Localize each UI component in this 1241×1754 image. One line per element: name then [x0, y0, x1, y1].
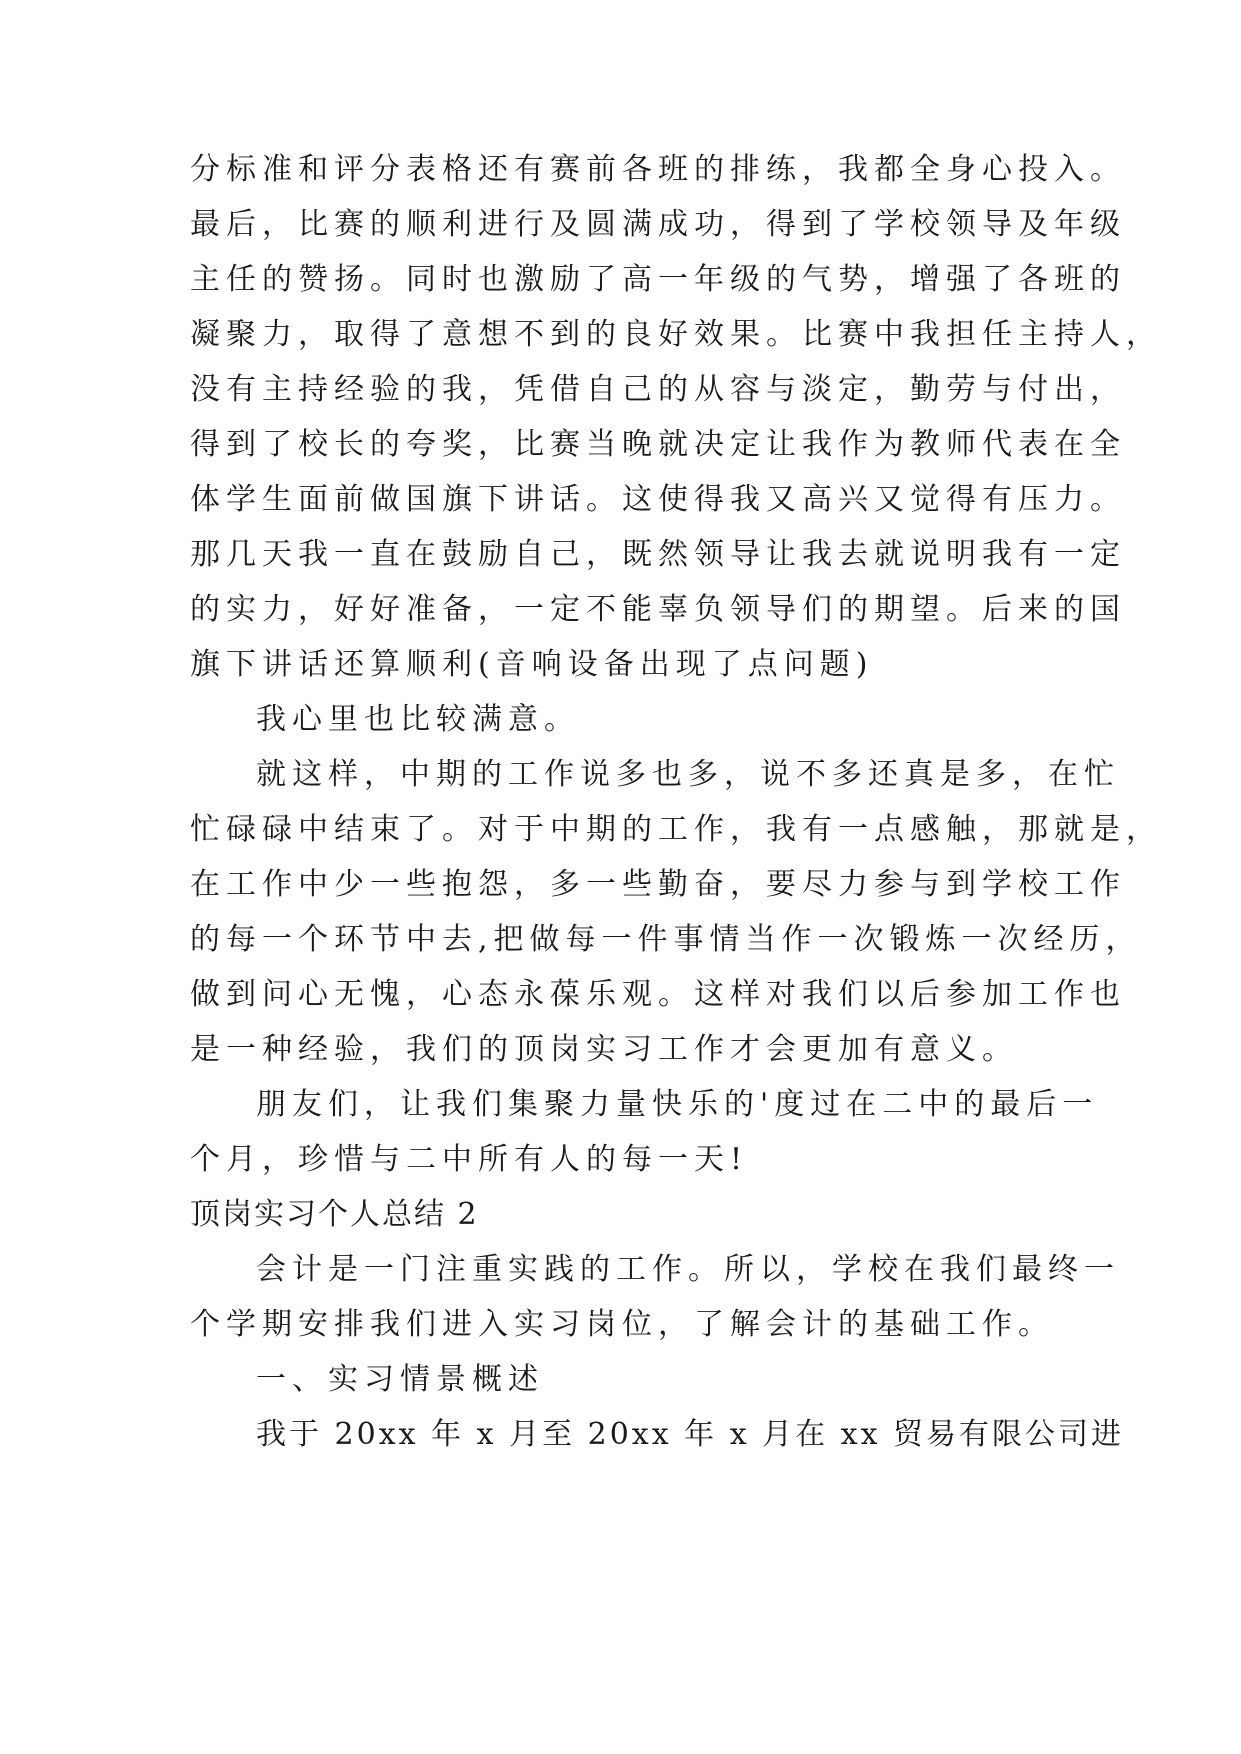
- text-line: 主任的赞扬。同时也激励了高一年级的气势，增强了各班的: [190, 262, 1126, 297]
- text-line: 的每一个环节中去,把做每一件事情当作一次锻炼一次经历，: [190, 922, 1142, 957]
- paragraph-start: 朋友们，让我们集聚力量快乐的'度过在二中的最后一: [256, 1087, 1099, 1122]
- text-line: 的实力，好好准备，一定不能辜负领导们的期望。后来的国: [190, 592, 1126, 627]
- subsection-heading: 一、实习情景概述: [256, 1362, 544, 1397]
- text-line: 旗下讲话还算顺利(音响设备出现了点问题): [190, 647, 874, 682]
- paragraph-start: 会计是一门注重实践的工作。所以，学校在我们最终一: [256, 1252, 1120, 1287]
- text-line: 是一种经验，我们的顶岗实习工作才会更加有意义。: [190, 1032, 1018, 1067]
- paragraph-start: 我于 20xx 年 x 月至 20xx 年 x 月在 xx 贸易有限公司进: [256, 1417, 1125, 1452]
- text-line: 忙碌碌中结束了。对于中期的工作，我有一点感触，那就是，: [190, 812, 1162, 847]
- text-line: 分标准和评分表格还有赛前各班的排练，我都全身心投入。: [190, 152, 1126, 187]
- text-line: 那几天我一直在鼓励自己，既然领导让我去就说明我有一定: [190, 537, 1126, 572]
- paragraph-start: 就这样，中期的工作说多也多，说不多还真是多，在忙: [256, 757, 1120, 792]
- section-heading: 顶岗实习个人总结 2: [190, 1197, 479, 1232]
- text-line: 做到问心无愧，心态永葆乐观。这样对我们以后参加工作也: [190, 977, 1126, 1012]
- text-line: 体学生面前做国旗下讲话。这使得我又高兴又觉得有压力。: [190, 482, 1126, 517]
- paragraph-start: 我心里也比较满意。: [256, 702, 580, 737]
- text-line: 得到了校长的夸奖，比赛当晚就决定让我作为教师代表在全: [190, 427, 1126, 462]
- text-line: 个学期安排我们进入实习岗位，了解会计的基础工作。: [190, 1307, 1054, 1342]
- text-line: 没有主持经验的我，凭借自己的从容与淡定，勤劳与付出，: [190, 372, 1126, 407]
- text-line: 最后，比赛的顺利进行及圆满成功，得到了学校领导及年级: [190, 207, 1126, 242]
- text-line: 在工作中少一些抱怨，多一些勤奋，要尽力参与到学校工作: [190, 867, 1126, 902]
- text-line: 凝聚力，取得了意想不到的良好效果。比赛中我担任主持人，: [190, 317, 1162, 352]
- text-line: 个月，珍惜与二中所有人的每一天!: [190, 1142, 749, 1177]
